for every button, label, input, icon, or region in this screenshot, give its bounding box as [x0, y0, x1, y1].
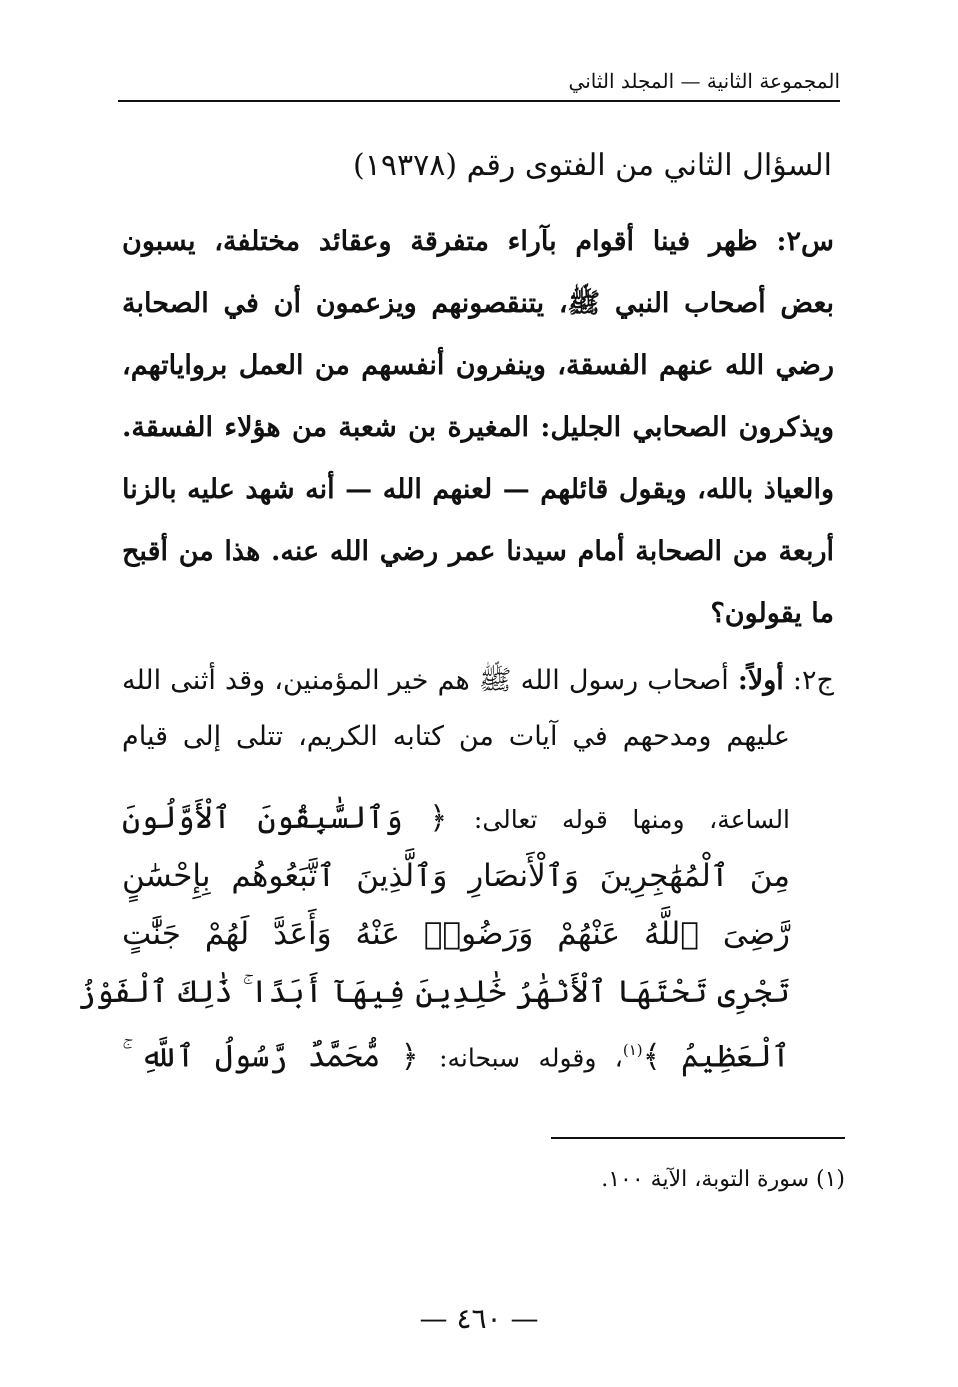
- quran-line: رَّضِىَ ٱللَّهُ عَنْهُمْ وَرَضُوا۟ عَنْهُ وَأَعَدَّ لَهُمْ جَنَّٰتٍ: [122, 916, 790, 952]
- answer-line-text: أصحاب رسول الله ﷺ هم خير المؤمنين، وقد أثنى الله: [122, 665, 729, 696]
- answer-label: ج٢:: [792, 665, 834, 696]
- answer-block: [122, 656, 834, 768]
- answer-line: [122, 790, 834, 848]
- question-line: والعياذ بالله، ويقول قائلهم — لعنهم الله — أنه شهد عليه بالزنا: [122, 474, 834, 505]
- quran-verse-block: [77, 790, 834, 1080]
- answer-lead: أولاً:: [737, 665, 784, 696]
- question-line: أربعة من الصحابة أمام سيدنا عمر رضي الله عنه. هذا من أقبح: [122, 536, 834, 567]
- question-block: [122, 218, 834, 652]
- quran-line: مِنَ ٱلْمُهَٰجِرِينَ وَٱلْأَنصَارِ وَٱلَّذِينَ ٱتَّبَعُوهُم بِإِحْسَٰنٍ: [122, 858, 790, 894]
- answer-line: [122, 656, 834, 712]
- question-line: ويذكرون الصحابي الجليل: المغيرة بن شعبة من هؤلاء الفسقة.: [122, 412, 834, 443]
- quran-text: ٱلْعَظِيمُ ﴾: [642, 1038, 791, 1075]
- question-line: س٢: ظهر فينا أقوام بآراء متفرقة وعقائد مختلفة، يسبون: [122, 226, 834, 257]
- page-number: — ٤٦٠ —: [419, 1302, 539, 1335]
- quran-line: [122, 1022, 834, 1080]
- footnote: (١) سورة التوبة، الآية ١٠٠.: [601, 1167, 845, 1192]
- running-head-text: المجموعة الثانية — المجلد الثاني: [568, 69, 840, 93]
- quran-text: ﴿ وَٱلسَّٰبِقُونَ ٱلْأَوَّلُونَ: [122, 800, 448, 836]
- footnote-marker: (١): [622, 1041, 643, 1059]
- question-line: رضي الله عنهم الفسقة، وينفرون أنفسهم من العمل برواياتهم،: [122, 350, 834, 381]
- section-title: السؤال الثاني من الفتوى رقم (١٩٣٧٨): [353, 148, 832, 183]
- answer-line-text: ، وقوله سبحانه:: [439, 1043, 623, 1073]
- question-line: بعض أصحاب النبي ﷺ، يتنقصونهم ويزعمون أن في الصحابة: [122, 288, 834, 319]
- running-header: [118, 66, 840, 108]
- header-rule: [118, 100, 840, 102]
- answer-line-text: الساعة، ومنها قوله تعالى:: [473, 805, 791, 834]
- question-line: ما يقولون؟: [710, 598, 834, 629]
- footnote-rule: [551, 1137, 845, 1139]
- quran-text: ﴿ مُّحَمَّدٌ رَّسُولُ ٱللَّهِ ۚ: [122, 1038, 419, 1075]
- quran-line: تَجْرِى تَحْتَهَا ٱلْأَنْهَٰرُ خَٰلِدِينَ فِيهَآ أَبَدًا ۚ ذَٰلِكَ ٱلْفَوْزُ: [77, 974, 790, 1010]
- answer-line: عليهم ومدحهم في آيات من كتابه الكريم، تتلى إلى قيام: [122, 721, 790, 752]
